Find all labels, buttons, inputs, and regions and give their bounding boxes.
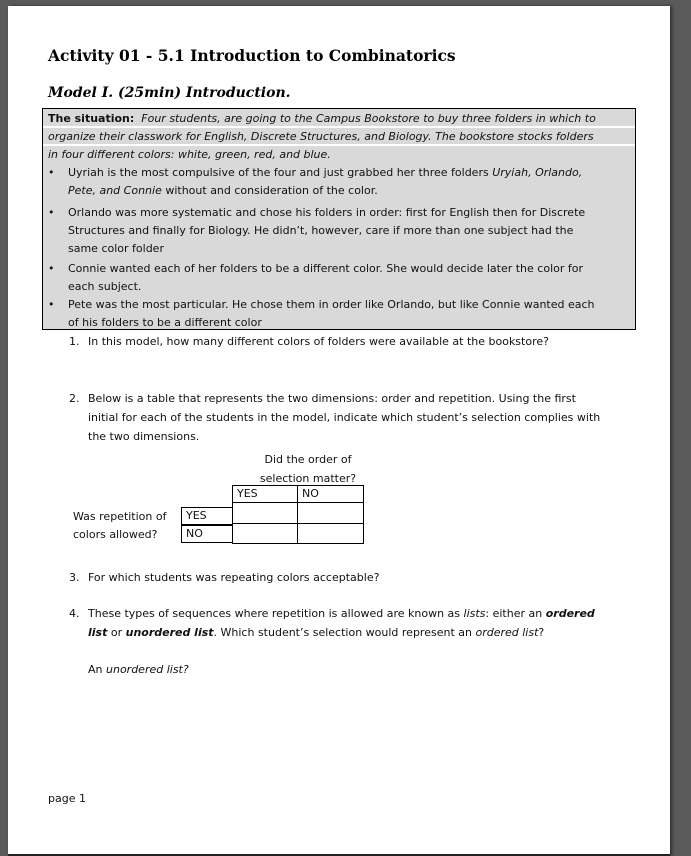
term-unordered-list: unordered list? (106, 663, 189, 676)
answer-cell-no-no[interactable] (297, 523, 364, 544)
table-column-header (248, 450, 368, 488)
question-text: : either an (485, 607, 546, 620)
bullet-dot: • (48, 298, 55, 311)
term-unordered-list: unordered list (125, 626, 214, 639)
situation-label: The situation (48, 112, 130, 125)
question-text: the two dimensions. (88, 430, 200, 443)
bullet-dot: • (48, 166, 55, 179)
situation-line-1: The situation: Four students, are going to the Campus Bookstore to buy three folders in which to (48, 112, 596, 125)
question-number: 4. (69, 607, 80, 620)
term-list: list (88, 626, 108, 639)
bullet-text: Connie wanted each of her folders to be a different color. She would decide later the color for (68, 262, 583, 275)
answer-cell-no-yes[interactable] (232, 523, 298, 544)
bullet-text-italic: Pete, and Connie (68, 184, 162, 197)
page-number: page 1 (48, 792, 86, 805)
bullet-text: Structures and finally for Biology. He didn’t, however, care if more than one subject had the (68, 224, 574, 237)
term-lists: lists (463, 607, 486, 620)
bullet-text: of his folders to be a different color (68, 316, 262, 329)
answer-cell-yes-no[interactable] (297, 502, 364, 524)
question-text: Below is a table that represents the two dimensions: order and repetition. Using the first (88, 392, 576, 405)
row-header-line: Was repetition of (73, 510, 167, 523)
question-number: 2. (69, 392, 80, 405)
term-ordered: ordered (545, 607, 595, 620)
document-page (8, 6, 670, 856)
bullet-text-italic: Uryiah, Orlando, (492, 166, 583, 179)
row-yes-header: YES (181, 507, 233, 525)
bullet-text: Uyriah is the most compulsive of the four and just grabbed her three folders (68, 166, 493, 179)
question-number: 1. (69, 335, 80, 348)
row-header-line: colors allowed? (73, 528, 158, 541)
column-header-line: Did the order of (264, 453, 352, 466)
term-ordered-list: ordered list (475, 626, 539, 639)
question-text: An (88, 663, 106, 676)
bullet-dot: • (48, 262, 55, 275)
row-no-header: NO (181, 525, 233, 543)
situation-divider (43, 126, 635, 128)
question-text: For which students was repeating colors acceptable? (88, 571, 380, 584)
bullet-text: Orlando was more systematic and chose his folders in order: first for English then for Discrete (68, 206, 586, 219)
question-text: or (107, 626, 126, 639)
col-no-header: NO (297, 485, 364, 503)
bullet-text: Pete was the most particular. He chose them in order like Orlando, but like Connie wanted each (68, 298, 595, 311)
col-yes-header: YES (232, 485, 298, 503)
question-text: . Which student’s selection would represent an (213, 626, 476, 639)
question-number: 3. (69, 571, 80, 584)
question-text: These types of sequences where repetition is allowed are known as (88, 607, 464, 620)
answer-cell-yes-yes[interactable] (232, 502, 298, 524)
bullet-text: each subject. (68, 280, 142, 293)
situation-line-2: organize their classwork for English, Discrete Structures, and Biology. The bookstore stocks folders (48, 130, 594, 143)
question-text: ? (538, 626, 545, 639)
situation-text-1: Four students, are going to the Campus Bookstore to buy three folders in which to (141, 112, 596, 125)
document-title: Activity 01 - 5.1 Introduction to Combinatorics (48, 46, 456, 65)
question-text: initial for each of the students in the model, indicate which student’s selection complies with (88, 411, 601, 424)
bullet-dot: • (48, 206, 55, 219)
bullet-text: same color folder (68, 242, 164, 255)
situation-line-3: in four different colors: white, green, red, and blue. (48, 148, 331, 161)
bullet-text: without and consideration of the color. (161, 184, 378, 197)
situation-box (42, 108, 636, 330)
situation-divider (43, 144, 635, 146)
column-header-line: selection matter? (259, 472, 357, 485)
question-text: In this model, how many different colors of folders were available at the bookstore? (88, 335, 549, 348)
model-title: Model I. (25min) Introduction. (48, 85, 291, 101)
